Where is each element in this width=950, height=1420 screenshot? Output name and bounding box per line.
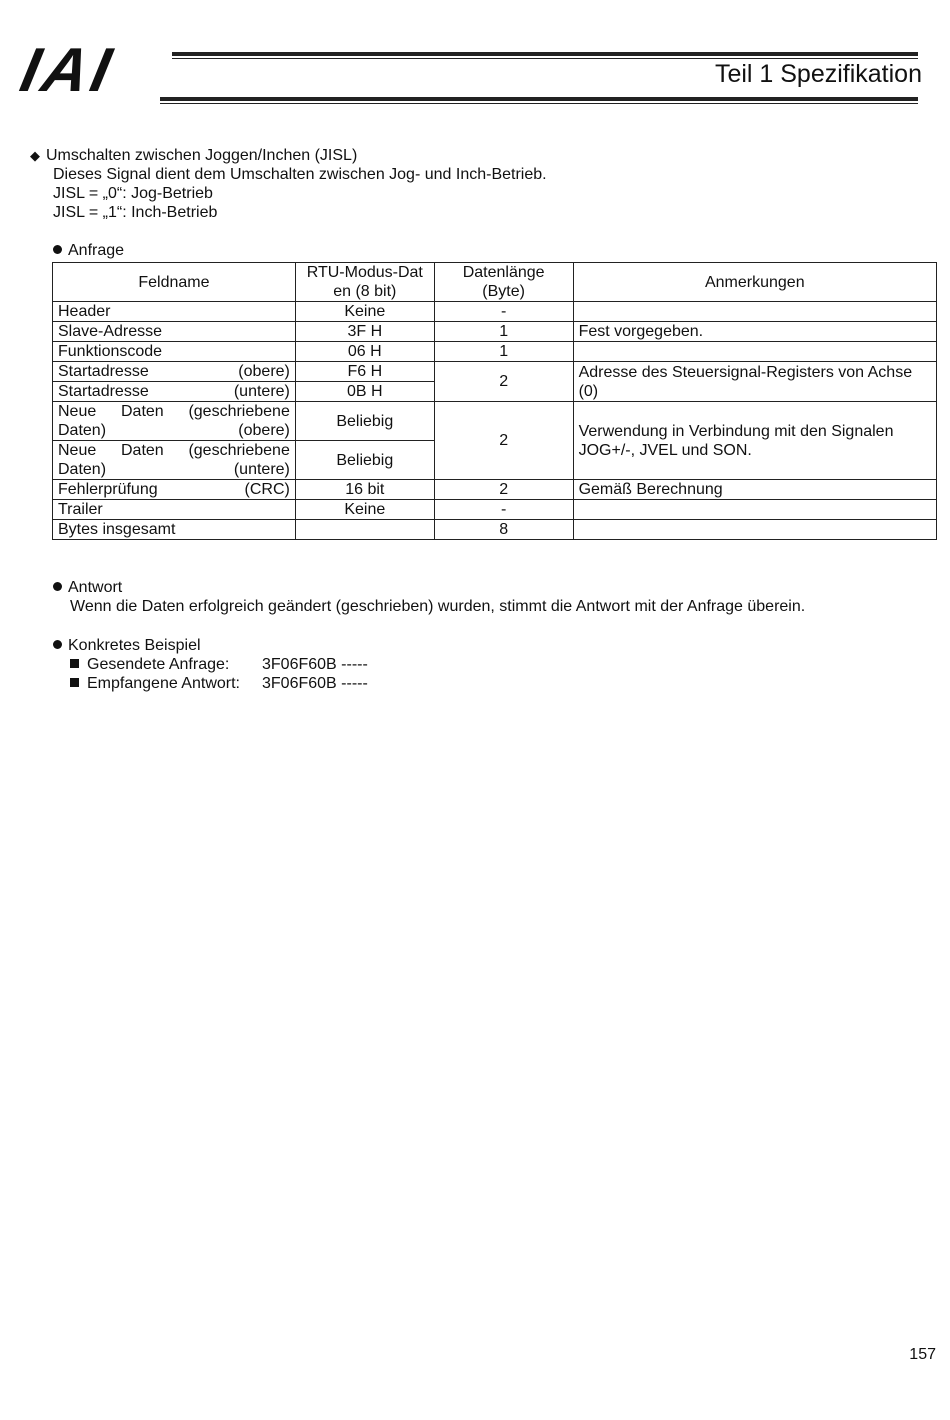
table-row: Fehlerprüfung (CRC) 16 bit 2 Gemäß Berechnung [53,480,937,500]
anfrage-heading: Anfrage [53,242,124,260]
table-row: Slave-Adresse 3F H 1 Fest vorgegeben. [53,322,937,342]
diamond-bullet-icon: ◆ [30,148,40,163]
section-jisl [30,146,547,222]
header-rule-bottom [160,97,918,101]
col-header-rtu: RTU-Modus-Dat en (8 bit) [295,263,434,302]
section-line-1: Dieses Signal dient dem Umschalten zwischen Jog- und Inch-Betrieb. [53,166,547,183]
antwort-heading: Antwort [53,578,805,597]
header-rule-top [172,52,918,56]
col-header-notes: Anmerkungen [573,263,936,302]
iai-logo: IAI [14,36,121,105]
table-row: Bytes insgesamt 8 [53,520,937,540]
section-heading: ◆ Umschalten zwischen Joggen/Inchen (JISL) [30,147,358,164]
table-header-row [53,263,937,302]
col-header-length: Datenlänge (Byte) [434,263,573,302]
antwort-text: Wenn die Daten erfolgreich geändert (geschrieben) wurden, stimmt die Antwort mit der Anfrage überein. [70,598,806,615]
bullet-dot-icon [53,582,62,591]
beispiel-section [53,636,368,693]
antwort-section [53,578,805,616]
table-row: Funktionscode 06 H 1 [53,342,937,362]
table-row: Startadresse (obere) F6 H 2 Adresse des Steuersignal-Registers von Achse (0) [53,362,937,382]
table-row: Header Keine - [53,302,937,322]
table-row: Neue Daten (geschriebene Daten) (untere) Beliebig [53,441,937,480]
table-row: Startadresse (untere) 0B H [53,382,937,402]
section-line-2: JISL = „0“: Jog-Betrieb [53,185,213,202]
request-table [52,262,937,540]
beispiel-heading: Konkretes Beispiel [53,636,368,655]
list-item: Empfangene Antwort: 3F06F60B ----- [53,674,368,693]
bullet-dot-icon [53,245,62,254]
list-item: Gesendete Anfrage: 3F06F60B ----- [53,655,368,674]
col-header-feldname: Feldname [53,263,296,302]
header-rule-top-thin [172,58,918,59]
page-number: 157 [909,1346,936,1363]
table-row: Trailer Keine - [53,500,937,520]
square-bullet-icon [70,678,79,687]
section-line-3: JISL = „1“: Inch-Betrieb [53,204,218,221]
header-rule-bottom-thin [160,103,918,104]
page-header-title: Teil 1 Spezifikation [714,60,922,88]
bullet-dot-icon [53,640,62,649]
square-bullet-icon [70,659,79,668]
table-row: Neue Daten (geschriebene Daten) (obere) Beliebig 2 Verwendung in Verbindung mit den Signalen JOG+/-, JVEL und SON. [53,402,937,441]
